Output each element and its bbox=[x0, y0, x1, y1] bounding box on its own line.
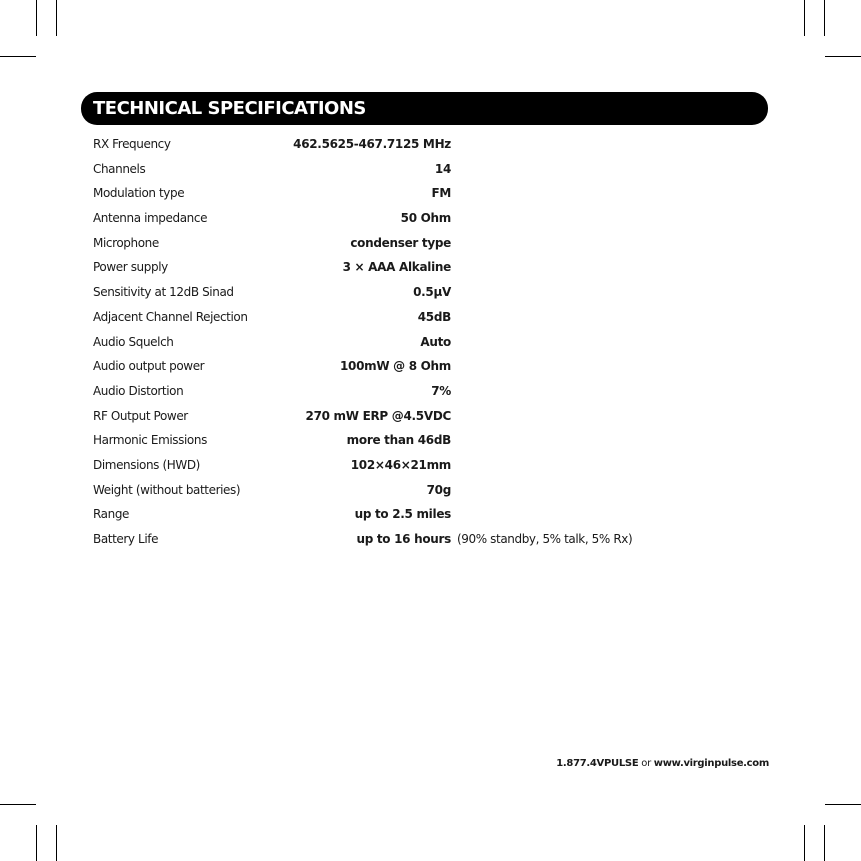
crop-mark bbox=[56, 825, 57, 861]
spec-row bbox=[93, 304, 693, 329]
spec-row bbox=[93, 254, 693, 279]
footer-contact bbox=[556, 758, 769, 769]
spec-label: Battery Life bbox=[93, 532, 159, 546]
spec-label: Microphone bbox=[93, 235, 159, 250]
spec-value: 0.5µV bbox=[413, 285, 451, 300]
spec-row bbox=[93, 156, 693, 181]
footer-phone: 1.877.4VPULSE bbox=[556, 758, 639, 769]
spec-row bbox=[93, 403, 693, 428]
spec-value: FM bbox=[431, 186, 451, 201]
section-title: TECHNICAL SPECIFICATIONS bbox=[93, 98, 366, 119]
spec-label: Sensitivity at 12dB Sinad bbox=[93, 285, 234, 300]
spec-value: 50 Ohm bbox=[400, 211, 451, 226]
spec-row bbox=[93, 501, 693, 526]
spec-row bbox=[93, 452, 693, 477]
spec-value: 102×46×21mm bbox=[350, 457, 451, 472]
spec-label: Weight (without batteries) bbox=[93, 482, 241, 497]
spec-label: Range bbox=[93, 507, 130, 522]
spec-row bbox=[93, 477, 693, 502]
spec-label: Power supply bbox=[93, 260, 168, 275]
spec-row bbox=[93, 329, 693, 354]
spec-value: Auto bbox=[420, 334, 451, 349]
spec-note: (90% standby, 5% talk, 5% Rx) bbox=[457, 532, 633, 546]
footer-website: www.virginpulse.com bbox=[653, 758, 769, 769]
spec-value: 45dB bbox=[417, 309, 451, 324]
spec-value: 70g bbox=[426, 482, 451, 497]
spec-label: Dimensions (HWD) bbox=[93, 457, 200, 472]
spec-label: Harmonic Emissions bbox=[93, 433, 207, 448]
spec-value: up to 2.5 miles bbox=[354, 507, 451, 522]
spec-value: 462.5625-467.7125 MHz bbox=[293, 137, 451, 151]
crop-mark bbox=[0, 804, 36, 805]
spec-label: Audio Distortion bbox=[93, 383, 184, 398]
spec-label: Adjacent Channel Rejection bbox=[93, 309, 248, 324]
spec-row bbox=[93, 205, 693, 230]
spec-value: up to 16 hours bbox=[356, 532, 451, 546]
crop-mark bbox=[0, 56, 36, 57]
crop-mark bbox=[56, 0, 57, 36]
spec-label: Audio Squelch bbox=[93, 334, 174, 349]
spec-row bbox=[93, 378, 693, 403]
spec-label: Channels bbox=[93, 161, 146, 176]
spec-value: 7% bbox=[431, 383, 451, 398]
crop-mark bbox=[825, 804, 861, 805]
crop-mark bbox=[804, 825, 805, 861]
spec-value: condenser type bbox=[350, 235, 451, 250]
spec-value: 270 mW ERP @4.5VDC bbox=[305, 408, 451, 423]
spec-value: 14 bbox=[434, 161, 451, 176]
spec-table bbox=[93, 131, 693, 551]
spec-row bbox=[93, 526, 693, 551]
crop-mark bbox=[36, 825, 37, 861]
spec-row bbox=[93, 131, 693, 156]
spec-label: Antenna impedance bbox=[93, 211, 208, 226]
spec-row bbox=[93, 180, 693, 205]
crop-mark bbox=[825, 56, 861, 57]
section-header-bar bbox=[81, 92, 768, 125]
footer-separator: or bbox=[641, 758, 651, 769]
spec-value: more than 46dB bbox=[346, 433, 451, 448]
crop-mark bbox=[824, 0, 825, 36]
spec-value: 3 × AAA Alkaline bbox=[342, 260, 451, 275]
spec-row bbox=[93, 353, 693, 378]
spec-row bbox=[93, 427, 693, 452]
spec-row bbox=[93, 279, 693, 304]
spec-value: 100mW @ 8 Ohm bbox=[339, 359, 451, 374]
spec-label: Modulation type bbox=[93, 186, 185, 201]
spec-label: RF Output Power bbox=[93, 408, 188, 423]
crop-mark bbox=[824, 825, 825, 861]
crop-mark bbox=[804, 0, 805, 36]
spec-label: RX Frequency bbox=[93, 137, 171, 151]
spec-label: Audio output power bbox=[93, 359, 205, 374]
crop-mark bbox=[36, 0, 37, 36]
spec-row bbox=[93, 230, 693, 255]
